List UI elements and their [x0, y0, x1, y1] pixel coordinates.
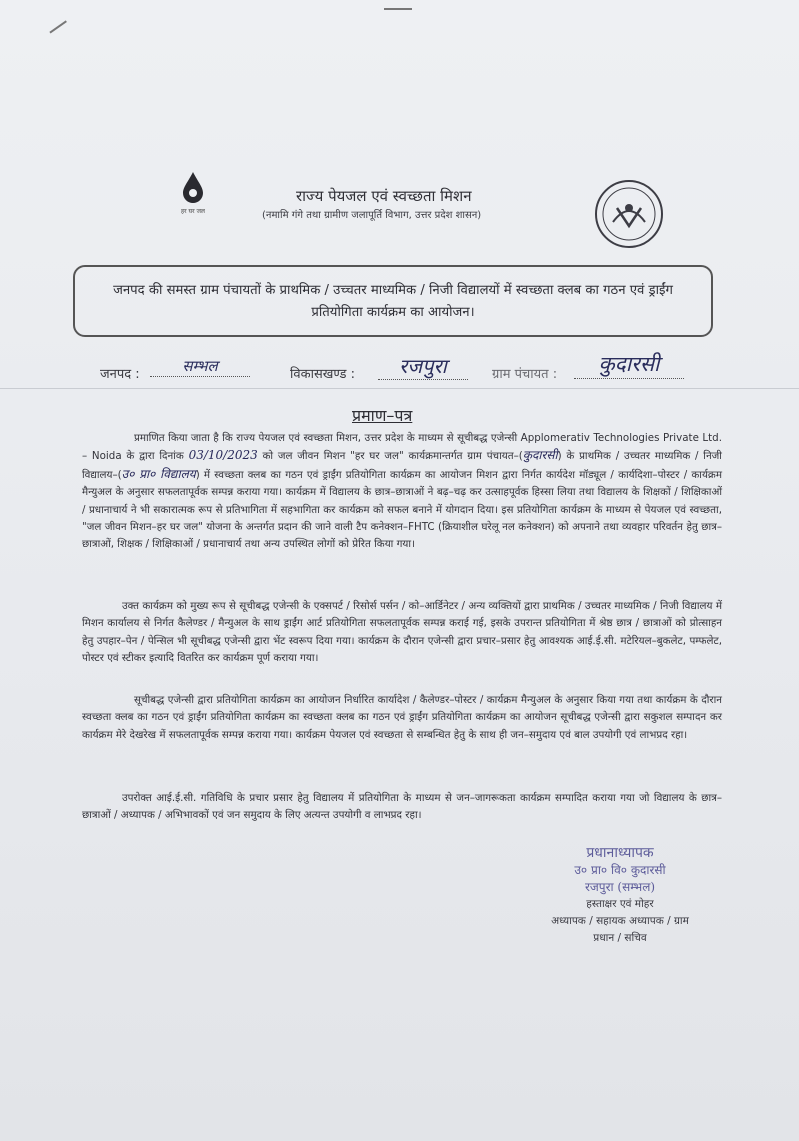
block-label: विकासखण्ड : [290, 367, 356, 382]
logo-tagline: हर घर जल [181, 208, 205, 215]
paragraph-4: उपरोक्त आई.ई.सी. गतिविधि के प्रचार प्रसार हेतु विद्यालय में प्रतियोगिता के माध्यम से जन–जागरूकता कार्यक्रम सम्पादित कराया गया जो विद्यालय के छात्र–छात्राओं / अध्यापक / अभिभावकों एवं जन समुदाय के लिए अत्यन्त उपयोगी व लाभप्रद रहा। [82, 792, 722, 822]
fold-mark [49, 20, 66, 33]
p1-text-d: ) में स्वच्छता क्लब का गठन एवं ड्राईंग प्रतियोगिता कार्यक्रम का आयोजन मिशन द्वारा निर्गत कार्यदेश मॉड्यूल / कार्यदिशा–पोस्टर / कार्यक्रम मैन्युअल के अनुसार सफलतापूर्वक सम्पन्न कराया गया। कार्यक्रम में विद्यालय के छात्र–छात्राओं ने बढ़–चढ़ कर उत्साहपूर्वक हिस्सा लिया तथा विद्यालय के शिक्षकों / शिक्षिकाओं / प्रधानाचार्य ने भी सकारात्मक रूप से प्रतिभागिता में सहभागिता कर कार्यक्रम को सफल बनाने में योगदान दिया। इस प्रतियोगिता कार्यक्रम के माध्यम से पेयजल एवं स्वच्छता, "जल जीवन मिशन–हर घर जल" योजना के अन्तर्गत प्रदान की जाने वाली टैप कनेक्शन–FHTC (क्रियाशील घरेलू नल कनेक्शन) को अपनाने तथा व्यवहार परिवर्तन हेतु छात्र–छात्राओं, शिक्षक / शिक्षिकाओं / प्रधानाचार्य तथा अन्य उपस्थित लोगों को प्रेरित किया गया। [82, 468, 722, 551]
topic-heading: जनपद की समस्त ग्राम पंचायतों के प्राथमिक / उच्चतर माध्यमिक / निजी विद्यालयों में स्वच्छता क्लब का गठन एवं ड्राईंग प्रतियोगिता कार्यक्रम का आयोजन। [73, 265, 713, 337]
location-fields [100, 352, 720, 390]
fold-mark [384, 8, 412, 10]
panchayat-label: ग्राम पंचायत : [492, 367, 558, 382]
p1-text-c: ) के प्राथमिक / उच्चतर माध्यमिक / निजी विद्यालय–( [82, 450, 722, 481]
signature-stamp-line3: रजपुरा (सम्भल) [584, 880, 656, 894]
paragraph-2: उक्त कार्यक्रम को मुख्य रूप से सूचीबद्ध एजेन्सी के एक्सपर्ट / रिसोर्स पर्सन / को–आर्डिनेटर / अन्य व्यक्तियों द्वारा प्राथमिक / उच्चतर माध्यमिक / निजी विद्यालय में मिशन कार्यालय से निर्गत कैलेण्डर / मैन्युअल के साथ ड्राईंग आर्ट प्रतियोगिता सफलतापूर्वक सम्पन्न कराई गई, इसके उपरान्त प्रतियोगिता में श्रेष्ठ छात्र / छात्राओं को प्रोत्साहन हेतु उपहार–पेन / पेन्सिल भी सूचीबद्ध एजेन्सी द्वारा भेंट स्वरूप दिया गया। कार्यक्रम के दौरान एजेन्सी द्वारा प्रचार–प्रसार हेतु आवश्यक आई.ई.सी. मटेरियल–बुकलेट, पम्फलेट, पोस्टर एवं स्टीकर इत्यादि वितरित कर कार्यक्रम पूर्ण कराया गया। [82, 600, 723, 665]
paragraph-1 [82, 430, 722, 554]
state-seal-icon [593, 178, 665, 250]
block-value: रजपुरा [378, 352, 468, 380]
village-name: कुदारसी [522, 448, 558, 463]
certificate-title: प्रमाण–पत्र [352, 406, 413, 425]
p1-text-a: प्रमाणित किया जाता है कि राज्य पेयजल एवं स्वच्छता मिशन, उत्तर प्रदेश के माध्यम से सूचीबद्ध एजेन्सी Applomerativ Technologies Private Ltd. – Noida के द्वारा दिनांक [82, 432, 722, 463]
mission-logo [158, 170, 228, 238]
paragraph-3: सूचीबद्ध एजेन्सी द्वारा प्रतियोगिता कार्यक्रम का आयोजन निर्धारित कार्यादेश / कैलेण्डर–पोस्टर / कार्यक्रम मैन्युअल के अनुसार किया गया तथा कार्यक्रम के दौरान स्वच्छता क्लब का गठन एवं ड्राईंग प्रतियोगिता कार्यक्रम का स्वच्छता क्लब का गठन एवं ड्राईंग प्रतियोगिता कार्यक्रम का आयोजन सूचीबद्ध एजेन्सी द्वारा सकुशल सम्पादन कर कार्यक्रम मेरे देखरेख में सफलतापूर्वक सम्पन्न कराया गया। कार्यक्रम पेयजल एवं स्वच्छता से सम्बन्धित हेतु के साथ ही जन–समुदाय एवं बाल उपयोगी एवं लाभप्रद रहा। [82, 694, 722, 741]
signature-caption-1: हस्ताक्षर एवं मोहर [586, 898, 654, 910]
signature-stamp-line2: उ० प्रा० वि० कुदारसी [574, 863, 666, 877]
water-drop-icon [178, 170, 208, 204]
p1-text-b: को जल जीवन मिशन "हर घर जल" कार्यक्रमान्तर्गत ग्राम पंचायत–( [262, 450, 523, 463]
org-subtitle: (नमामि गंगे तथा ग्रामीण जलापूर्ति विभाग, उत्तर प्रदेश शासन) [262, 210, 482, 221]
district-label: जनपद : [100, 367, 140, 382]
signature-caption-3: प्रधान / सचिव [593, 932, 647, 944]
org-title: राज्य पेयजल एवं स्वच्छता मिशन [296, 187, 472, 205]
event-date: 03/10/2023 [188, 448, 258, 463]
district-value: सम्भल [150, 356, 250, 377]
signature-caption-2: अध्यापक / सहायक अध्यापक / ग्राम [551, 915, 689, 927]
signature-stamp-line1: प्रधानाध्यापक [586, 845, 654, 861]
school-name: उ० प्रा० विद्यालय [121, 466, 196, 481]
signature-block [520, 845, 720, 947]
panchayat-value: कुदारसी [574, 350, 684, 379]
